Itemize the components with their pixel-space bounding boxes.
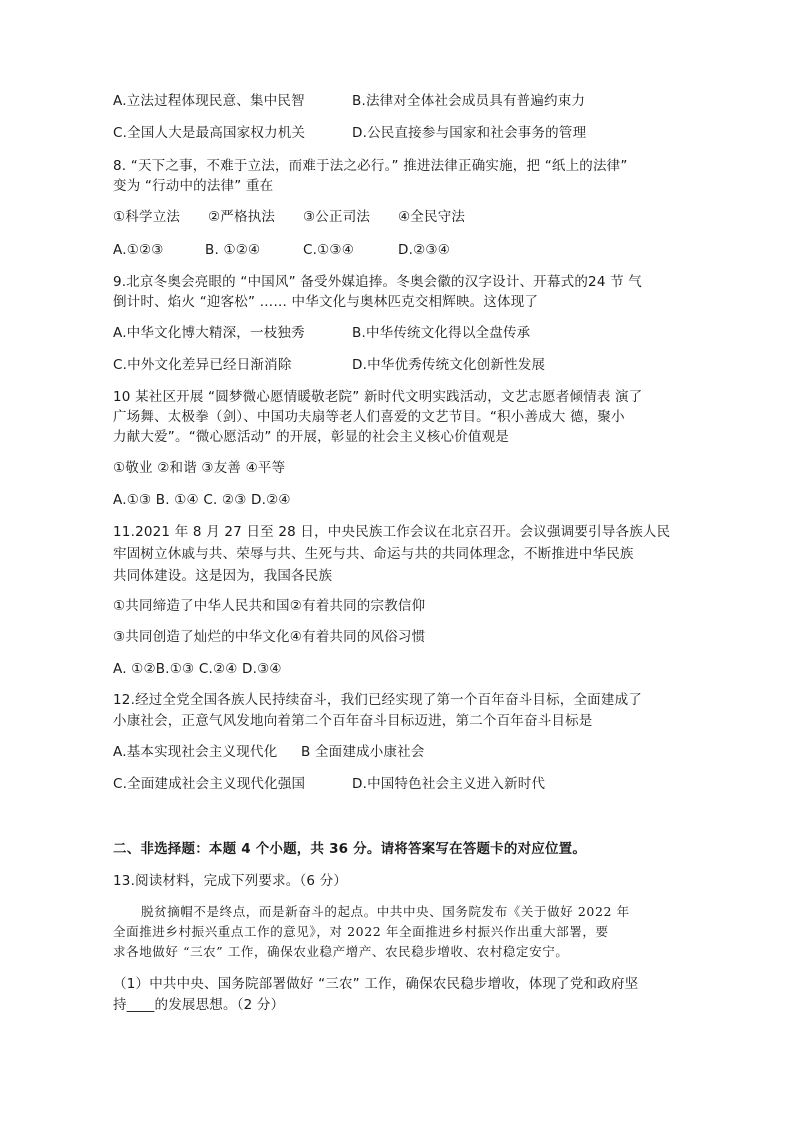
q10-stem-line-2: 广场舞、太极拳（剑）、中国功夫扇等老人们喜爱的文艺节目。“积小善成大 德，聚小	[113, 409, 625, 425]
q11-stem-line-2: 牢固树立休戚与共、荣辱与共、生死与共、命运与共的共同体理念，不断推进中华民族	[113, 546, 634, 562]
q13-material-line-3: 求各地做好 “三农” 工作，确保农业稳产增产、农民稳步增收、农村稳定安宁。	[113, 944, 569, 959]
q13-material-line-1: 脱贫摘帽不是终点，而是新奋斗的起点。中共中央、国务院发布《关于做好 2022 年	[141, 904, 630, 919]
q7-option-b: B.法律对全体社会成员具有普遍约束力	[352, 93, 586, 109]
section-2-heading: 二、非选择题：本题 4 个小题，共 36 分。请将答案写在答题卡的对应位置。	[113, 841, 587, 857]
q13-material-line-2: 全面推进乡村振兴重点工作的意见》，对 2022 年全面推进乡村振兴作出重大部署，要	[113, 924, 609, 939]
q11-items-line-2: ③共同创造了灿烂的中华文化④有着共同的风俗习惯	[113, 629, 426, 645]
q10-items: ①敬业 ②和谐 ③友善 ④平等	[113, 460, 286, 476]
q9-option-a: A.中华文化博大精深，一枝独秀	[113, 325, 305, 341]
q8-option-b: B. ①②④	[205, 242, 261, 258]
q12-option-a: A.基本实现社会主义现代化	[113, 744, 278, 760]
q8-item-4: ④全民守法	[398, 209, 466, 225]
q8-stem-line-1: 8. “天下之事，不难于立法，而难于法之必行。” 推进法律正确实施，把 “纸上的法律”	[113, 158, 628, 174]
q12-stem-line-2: 小康社会，正意气风发地向着第二个百年奋斗目标迈进，第二个百年奋斗目标是	[113, 713, 593, 729]
q12-stem-line-1: 12.经过全党全国各族人民持续奋斗，我们已经实现了第一个百年奋斗目标，全面建成了	[113, 692, 642, 708]
q7-option-d: D.公民直接参与国家和社会事务的管理	[352, 125, 587, 141]
q9-option-d: D.中华优秀传统文化创新性发展	[352, 357, 546, 373]
q13-sub1-line-1: （1）中共中央、国务院部署做好 “三农” 工作，确保农民稳步增收，体现了党和政府坚	[113, 976, 639, 992]
q8-option-d: D.②③④	[398, 242, 450, 258]
q12-option-d: D.中国特色社会主义进入新时代	[352, 776, 546, 792]
q8-item-3: ③公正司法	[303, 209, 371, 225]
q9-option-c: C.中外文化差异已经日渐消除	[113, 357, 292, 373]
q13-sub1-line-2: 持____的发展思想。（2 分）	[113, 997, 285, 1013]
q7-option-c: C.全国人大是最高国家权力机关	[113, 125, 306, 141]
q10-options: A.①③ B. ①④ C. ②③ D.②④	[113, 492, 291, 508]
q11-options: A. ①②B.①③ C.②④ D.③④	[113, 661, 282, 677]
q11-stem-line-3: 共同体建设。这是因为，我国各民族	[113, 568, 333, 584]
q10-stem-line-1: 10 某社区开展 “圆梦微心愿情暖敬老院” 新时代文明实践活动，文艺志愿者倾情表 演了	[113, 389, 643, 405]
q8-stem-line-2: 变为 “行动中的法律” 重在	[113, 178, 274, 194]
q8-option-a: A.①②③	[113, 242, 164, 258]
q8-item-1: ①科学立法	[113, 209, 181, 225]
q11-items-line-1: ①共同缔造了中华人民共和国②有着共同的宗教信仰	[113, 598, 426, 614]
q9-stem-line-1: 9.北京冬奥会亮眼的 “中国风” 备受外媒追捧。冬奥会徽的汉字设计、开幕式的24 节 气	[113, 274, 643, 290]
q12-option-c: C.全面建成社会主义现代化强国	[113, 776, 306, 792]
q7-option-a: A.立法过程体现民意、集中民智	[113, 93, 305, 109]
q8-item-2: ②严格执法	[208, 209, 276, 225]
q11-stem-line-1: 11.2021 年 8 月 27 日至 28 日，中央民族工作会议在北京召开。会议强调要引导各族人民	[113, 524, 671, 540]
q12-option-b: B 全面建成小康社会	[301, 744, 425, 760]
q13-title: 13.阅读材料，完成下列要求。（6 分）	[113, 873, 348, 889]
q9-option-b: B.中华传统文化得以全盘传承	[352, 325, 531, 341]
q8-option-c: C.①③④	[303, 242, 355, 258]
q10-stem-line-3: 力献大爱”。“微心愿活动” 的开展，彰显的社会主义核心价值观是	[113, 429, 509, 445]
q9-stem-line-2: 倒计时、焰火 “迎客松” …… 中华文化与奥林匹克交相辉映。这体现了	[113, 294, 539, 310]
